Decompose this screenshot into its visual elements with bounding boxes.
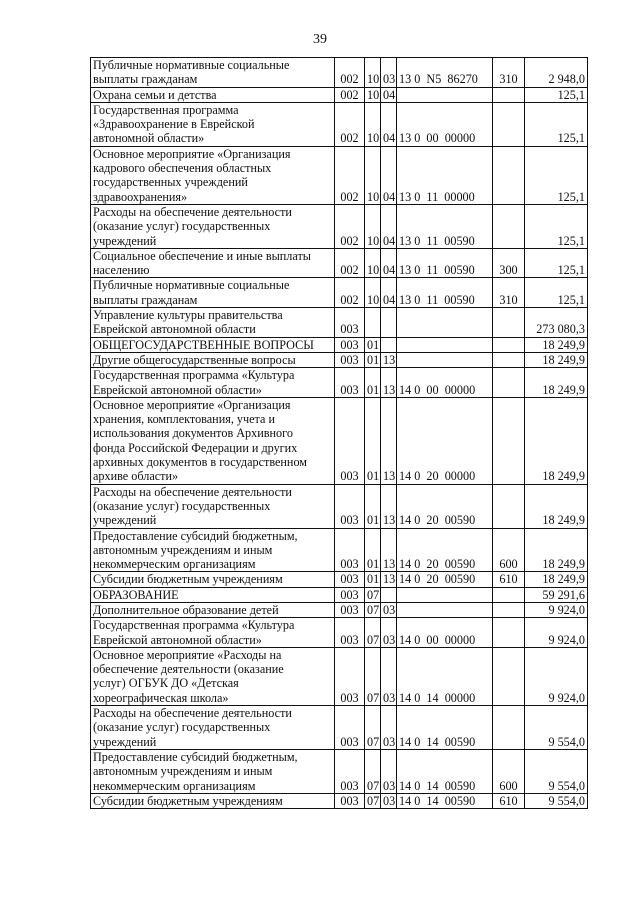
- amount-cell: 18 249,9: [525, 397, 588, 484]
- subsection-cell: 04: [381, 248, 397, 278]
- program-code-cell: 14 0 14 00000: [397, 647, 493, 705]
- item-name-cell: [91, 484, 335, 528]
- subsection-cell: 03: [381, 618, 397, 648]
- table-row: [91, 87, 588, 102]
- item-name-line: хранения, комплектования, учета и: [93, 412, 276, 427]
- expense-type-cell: [493, 706, 525, 750]
- expense-type-cell: [493, 587, 525, 602]
- amount-cell: 125,1: [525, 146, 588, 204]
- table-row: [91, 618, 588, 648]
- item-name-line: архивных документов в государственном: [93, 455, 308, 470]
- item-name-line: Государственная программа «Культура: [93, 618, 295, 633]
- expense-type-cell: [493, 146, 525, 204]
- expense-type-cell: [493, 397, 525, 484]
- item-name-line: (оказание услуг) государственных: [93, 219, 271, 234]
- item-name-line: Основное мероприятие «Организация: [93, 397, 291, 412]
- expense-type-cell: [493, 337, 525, 352]
- expense-type-cell: [493, 618, 525, 648]
- item-name-line: автономным учреждениям и иным: [93, 764, 273, 779]
- subsection-cell: 13: [381, 484, 397, 528]
- admin-code-cell: 002: [335, 204, 365, 248]
- item-name-line: некоммерческим организациям: [93, 557, 256, 572]
- subsection-cell: 03: [381, 793, 397, 808]
- amount-cell: 9 924,0: [525, 618, 588, 648]
- table-row: [91, 587, 588, 602]
- program-code-cell: 13 0 11 00590: [397, 278, 493, 308]
- expense-type-cell: 600: [493, 749, 525, 793]
- section-cell: 07: [365, 618, 381, 648]
- expense-type-cell: 300: [493, 248, 525, 278]
- program-code-cell: 13 0 11 00590: [397, 248, 493, 278]
- item-name-line: выплаты гражданам: [93, 292, 198, 307]
- table-row: [91, 602, 588, 617]
- subsection-cell: 13: [381, 352, 397, 367]
- expense-type-cell: [493, 368, 525, 398]
- section-cell: 10: [365, 204, 381, 248]
- amount-cell: 125,1: [525, 248, 588, 278]
- item-name-cell: [91, 308, 335, 338]
- admin-code-cell: 003: [335, 587, 365, 602]
- section-cell: 07: [365, 706, 381, 750]
- program-code-cell: 13 0 N5 86270: [397, 58, 493, 88]
- admin-code-cell: 003: [335, 484, 365, 528]
- program-code-cell: 13 0 11 00590: [397, 204, 493, 248]
- expense-type-cell: [493, 204, 525, 248]
- expense-type-cell: [493, 102, 525, 146]
- amount-cell: 18 249,9: [525, 484, 588, 528]
- expense-type-cell: [493, 87, 525, 102]
- item-name-line: некоммерческим организациям: [93, 778, 256, 793]
- item-name-line: обеспечение деятельности (оказание: [93, 662, 284, 677]
- item-name-line: здравоохранения»: [93, 189, 188, 204]
- expense-type-cell: 310: [493, 278, 525, 308]
- table-row: [91, 484, 588, 528]
- subsection-cell: 04: [381, 278, 397, 308]
- subsection-cell: 03: [381, 58, 397, 88]
- item-name-line: Дополнительное образование детей: [93, 602, 279, 617]
- subsection-cell: 04: [381, 204, 397, 248]
- section-cell: 10: [365, 248, 381, 278]
- program-code-cell: [397, 587, 493, 602]
- admin-code-cell: 002: [335, 102, 365, 146]
- table-row: [91, 793, 588, 808]
- admin-code-cell: 003: [335, 352, 365, 367]
- expense-type-cell: 610: [493, 793, 525, 808]
- item-name-line: Расходы на обеспечение деятельности: [93, 706, 292, 721]
- admin-code-cell: 003: [335, 749, 365, 793]
- amount-cell: 2 948,0: [525, 58, 588, 88]
- amount-cell: 59 291,6: [525, 587, 588, 602]
- admin-code-cell: 002: [335, 278, 365, 308]
- table-row: [91, 204, 588, 248]
- item-name-cell: [91, 204, 335, 248]
- section-cell: 07: [365, 647, 381, 705]
- section-cell: 10: [365, 58, 381, 88]
- item-name-line: фонда Российской Федерации и других: [93, 440, 298, 455]
- admin-code-cell: 003: [335, 397, 365, 484]
- table-row: [91, 706, 588, 750]
- item-name-line: автономной области»: [93, 131, 205, 146]
- expense-type-cell: [493, 647, 525, 705]
- amount-cell: 18 249,9: [525, 368, 588, 398]
- admin-code-cell: 002: [335, 58, 365, 88]
- admin-code-cell: 003: [335, 647, 365, 705]
- subsection-cell: 04: [381, 146, 397, 204]
- admin-code-cell: 003: [335, 572, 365, 587]
- item-name-line: услуг) ОГБУК ДО «Детская: [93, 676, 239, 691]
- item-name-cell: [91, 87, 335, 102]
- item-name-line: Государственная программа «Культура: [93, 368, 295, 383]
- table-row: [91, 352, 588, 367]
- table-row: [91, 102, 588, 146]
- program-code-cell: [397, 87, 493, 102]
- item-name-line: Еврейской автономной области: [93, 322, 256, 337]
- table-row: [91, 146, 588, 204]
- item-name-cell: [91, 706, 335, 750]
- program-code-cell: 14 0 14 00590: [397, 793, 493, 808]
- table-row: [91, 337, 588, 352]
- admin-code-cell: 002: [335, 87, 365, 102]
- amount-cell: 125,1: [525, 204, 588, 248]
- table-row: [91, 278, 588, 308]
- section-cell: 01: [365, 572, 381, 587]
- amount-cell: 9 554,0: [525, 749, 588, 793]
- admin-code-cell: 003: [335, 368, 365, 398]
- item-name-cell: [91, 602, 335, 617]
- item-name-cell: [91, 146, 335, 204]
- item-name-cell: [91, 587, 335, 602]
- amount-cell: 9 554,0: [525, 793, 588, 808]
- admin-code-cell: 003: [335, 618, 365, 648]
- expense-type-cell: 310: [493, 58, 525, 88]
- item-name-cell: [91, 793, 335, 808]
- subsection-cell: 13: [381, 528, 397, 572]
- subsection-cell: 04: [381, 87, 397, 102]
- item-name-line: Публичные нормативные социальные: [93, 278, 290, 293]
- item-name-line: Другие общегосударственные вопросы: [93, 352, 296, 367]
- item-name-cell: [91, 368, 335, 398]
- item-name-line: архиве области»: [93, 469, 179, 484]
- program-code-cell: 14 0 20 00590: [397, 572, 493, 587]
- table-row: [91, 248, 588, 278]
- item-name-line: Социальное обеспечение и иные выплаты: [93, 248, 311, 263]
- item-name-cell: [91, 618, 335, 648]
- item-name-line: Государственная программа: [93, 102, 239, 117]
- item-name-line: Предоставление субсидий бюджетным,: [93, 528, 298, 543]
- expense-type-cell: [493, 308, 525, 338]
- admin-code-cell: 003: [335, 308, 365, 338]
- subsection-cell: 03: [381, 647, 397, 705]
- item-name-line: Еврейской автономной области»: [93, 382, 262, 397]
- table-row: [91, 528, 588, 572]
- item-name-cell: [91, 337, 335, 352]
- amount-cell: 125,1: [525, 87, 588, 102]
- section-cell: 01: [365, 368, 381, 398]
- amount-cell: 125,1: [525, 278, 588, 308]
- program-code-cell: 13 0 00 00000: [397, 102, 493, 146]
- item-name-line: (оказание услуг) государственных: [93, 720, 271, 735]
- item-name-line: Субсидии бюджетным учреждениям: [93, 572, 283, 587]
- section-cell: 01: [365, 528, 381, 572]
- item-name-cell: [91, 647, 335, 705]
- item-name-cell: [91, 528, 335, 572]
- amount-cell: 273 080,3: [525, 308, 588, 338]
- item-name-cell: [91, 572, 335, 587]
- amount-cell: 18 249,9: [525, 572, 588, 587]
- item-name-line: ОБЩЕГОСУДАРСТВЕННЫЕ ВОПРОСЫ: [93, 337, 314, 352]
- program-code-cell: 14 0 20 00000: [397, 397, 493, 484]
- program-code-cell: [397, 308, 493, 338]
- item-name-line: выплаты гражданам: [93, 72, 198, 87]
- expense-type-cell: 610: [493, 572, 525, 587]
- program-code-cell: 14 0 14 00590: [397, 749, 493, 793]
- item-name-line: Публичные нормативные социальные: [93, 58, 290, 72]
- item-name-line: Охрана семьи и детства: [93, 87, 217, 102]
- item-name-cell: [91, 248, 335, 278]
- admin-code-cell: 002: [335, 248, 365, 278]
- item-name-line: Расходы на обеспечение деятельности: [93, 484, 292, 499]
- admin-code-cell: 003: [335, 602, 365, 617]
- amount-cell: 9 924,0: [525, 602, 588, 617]
- item-name-line: ОБРАЗОВАНИЕ: [93, 587, 179, 602]
- subsection-cell: 03: [381, 749, 397, 793]
- item-name-line: Основное мероприятие «Расходы на: [93, 647, 282, 662]
- program-code-cell: 14 0 20 00590: [397, 484, 493, 528]
- program-code-cell: 14 0 00 00000: [397, 368, 493, 398]
- admin-code-cell: 003: [335, 337, 365, 352]
- page-number: 39: [313, 32, 327, 47]
- item-name-line: учреждений: [93, 513, 157, 528]
- subsection-cell: [381, 308, 397, 338]
- table-row: [91, 368, 588, 398]
- table-row: [91, 397, 588, 484]
- table-row: [91, 749, 588, 793]
- table-body: [91, 58, 588, 809]
- item-name-cell: [91, 352, 335, 367]
- expense-type-cell: [493, 484, 525, 528]
- item-name-line: хореографическая школа»: [93, 690, 229, 705]
- item-name-line: (оказание услуг) государственных: [93, 498, 271, 513]
- item-name-line: «Здравоохранение в Еврейской: [93, 117, 255, 132]
- item-name-line: Субсидии бюджетным учреждениям: [93, 793, 283, 808]
- budget-table: [90, 57, 588, 809]
- item-name-cell: [91, 278, 335, 308]
- admin-code-cell: 003: [335, 528, 365, 572]
- section-cell: 07: [365, 793, 381, 808]
- admin-code-cell: 002: [335, 146, 365, 204]
- section-cell: 01: [365, 352, 381, 367]
- item-name-line: использования документов Архивного: [93, 426, 293, 441]
- amount-cell: 125,1: [525, 102, 588, 146]
- section-cell: 07: [365, 587, 381, 602]
- program-code-cell: 14 0 20 00590: [397, 528, 493, 572]
- subsection-cell: 13: [381, 397, 397, 484]
- section-cell: 07: [365, 749, 381, 793]
- program-code-cell: 13 0 11 00000: [397, 146, 493, 204]
- item-name-line: Управление культуры правительства: [93, 308, 283, 323]
- admin-code-cell: 003: [335, 793, 365, 808]
- section-cell: [365, 308, 381, 338]
- item-name-cell: [91, 102, 335, 146]
- item-name-cell: [91, 397, 335, 484]
- section-cell: 01: [365, 337, 381, 352]
- program-code-cell: [397, 602, 493, 617]
- program-code-cell: 14 0 14 00590: [397, 706, 493, 750]
- table-row: [91, 572, 588, 587]
- expense-type-cell: 600: [493, 528, 525, 572]
- subsection-cell: 03: [381, 602, 397, 617]
- amount-cell: 18 249,9: [525, 528, 588, 572]
- table-row: [91, 58, 588, 88]
- subsection-cell: [381, 337, 397, 352]
- item-name-line: Предоставление субсидий бюджетным,: [93, 749, 298, 764]
- amount-cell: 9 924,0: [525, 647, 588, 705]
- item-name-line: учреждений: [93, 734, 157, 749]
- subsection-cell: [381, 587, 397, 602]
- amount-cell: 18 249,9: [525, 352, 588, 367]
- section-cell: 10: [365, 278, 381, 308]
- section-cell: 10: [365, 102, 381, 146]
- section-cell: 01: [365, 397, 381, 484]
- item-name-line: населению: [93, 263, 150, 278]
- section-cell: 10: [365, 146, 381, 204]
- expense-type-cell: [493, 602, 525, 617]
- item-name-line: Расходы на обеспечение деятельности: [93, 204, 292, 219]
- program-code-cell: [397, 337, 493, 352]
- section-cell: 01: [365, 484, 381, 528]
- table-row: [91, 308, 588, 338]
- subsection-cell: 04: [381, 102, 397, 146]
- item-name-line: автономным учреждениям и иным: [93, 542, 273, 557]
- subsection-cell: 13: [381, 368, 397, 398]
- item-name-line: государственных учреждений: [93, 175, 248, 190]
- item-name-cell: [91, 58, 335, 88]
- program-code-cell: [397, 352, 493, 367]
- item-name-line: Еврейской автономной области»: [93, 632, 262, 647]
- expense-type-cell: [493, 352, 525, 367]
- item-name-line: учреждений: [93, 233, 157, 248]
- item-name-cell: [91, 749, 335, 793]
- item-name-line: кадрового обеспечения областных: [93, 161, 272, 176]
- amount-cell: 18 249,9: [525, 337, 588, 352]
- subsection-cell: 03: [381, 706, 397, 750]
- section-cell: 07: [365, 602, 381, 617]
- section-cell: 10: [365, 87, 381, 102]
- amount-cell: 9 554,0: [525, 706, 588, 750]
- admin-code-cell: 003: [335, 706, 365, 750]
- program-code-cell: 14 0 00 00000: [397, 618, 493, 648]
- table-row: [91, 647, 588, 705]
- subsection-cell: 13: [381, 572, 397, 587]
- item-name-line: Основное мероприятие «Организация: [93, 146, 291, 161]
